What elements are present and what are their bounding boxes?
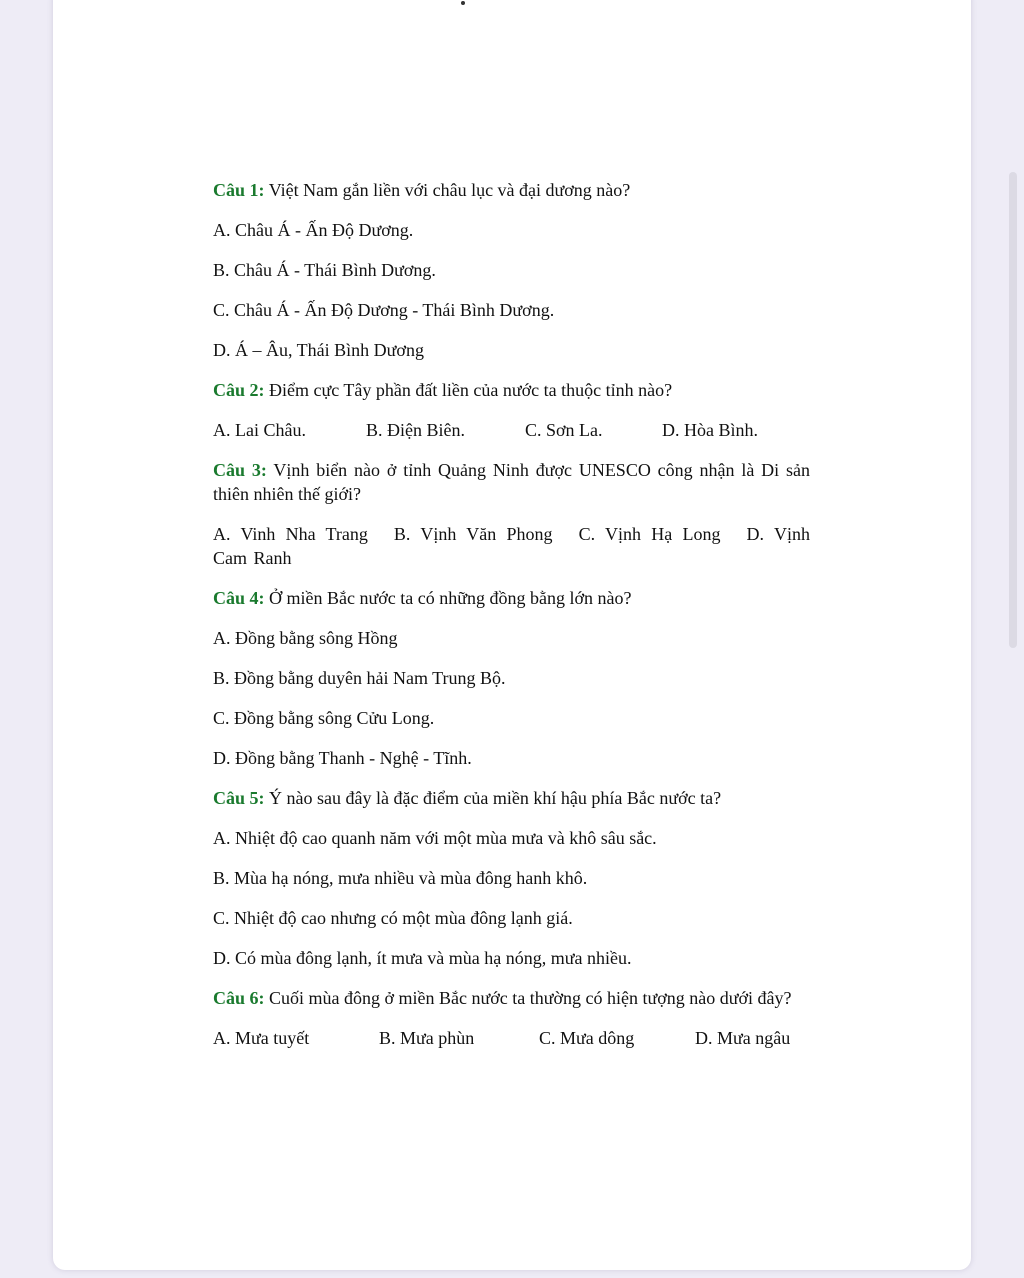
question-text: Ở miền Bắc nước ta có những đồng bằng lớn nào? bbox=[264, 588, 632, 608]
question-label: Câu 4: bbox=[213, 588, 265, 608]
option-d: D. Mưa ngâu bbox=[695, 1028, 791, 1048]
option-b: B. Điện Biên. bbox=[366, 420, 465, 440]
question-text: Vịnh biển nào ở tỉnh Quảng Ninh được UNESCO công nhận là Di sản thiên nhiên thế giới? bbox=[213, 460, 810, 504]
option-d: D. Có mùa đông lạnh, ít mưa và mùa hạ nóng, mưa nhiều. bbox=[213, 948, 632, 968]
option-c: C. Vịnh Hạ Long bbox=[578, 524, 721, 544]
option-c: C. Đồng bằng sông Cửu Long. bbox=[213, 708, 435, 728]
page-indicator-dot bbox=[461, 1, 465, 5]
question-label: Câu 3: bbox=[213, 460, 267, 480]
question-text: Ý nào sau đây là đặc điểm của miền khí hậu phía Bắc nước ta? bbox=[264, 788, 722, 808]
option-d: D. Đồng bằng Thanh - Nghệ - Tĩnh. bbox=[213, 748, 472, 768]
question-4 bbox=[213, 586, 810, 610]
option-b: B. Vịnh Văn Phong bbox=[393, 524, 553, 544]
question-text: Cuối mùa đông ở miền Bắc nước ta thường có hiện tượng nào dưới đây? bbox=[264, 988, 792, 1008]
option-d: D. Vịnh Cam Ranh bbox=[213, 524, 810, 568]
option-c: C. Sơn La. bbox=[525, 420, 603, 440]
option-c: C. Châu Á - Ấn Độ Dương - Thái Bình Dương. bbox=[213, 300, 555, 320]
option-b: B. Châu Á - Thái Bình Dương. bbox=[213, 260, 436, 280]
options-row bbox=[213, 522, 810, 570]
question-text: Điểm cực Tây phần đất liền của nước ta thuộc tỉnh nào? bbox=[264, 380, 673, 400]
option-b: B. Mưa phùn bbox=[379, 1028, 475, 1048]
option-a: A. Châu Á - Ấn Độ Dương. bbox=[213, 220, 414, 240]
option-a: A. Nhiệt độ cao quanh năm với một mùa mưa và khô sâu sắc. bbox=[213, 828, 657, 848]
question-2 bbox=[213, 378, 810, 402]
options-row bbox=[213, 418, 810, 442]
question-1 bbox=[213, 178, 810, 202]
question-5 bbox=[213, 786, 810, 810]
option-b: B. Mùa hạ nóng, mưa nhiều và mùa đông hanh khô. bbox=[213, 868, 588, 888]
question-6 bbox=[213, 986, 810, 1010]
quiz-content bbox=[213, 178, 810, 1066]
options-row bbox=[213, 1026, 810, 1050]
option-a: A. Lai Châu. bbox=[213, 420, 306, 440]
option-d: D. Hòa Bình. bbox=[662, 420, 758, 440]
option-a: A. Vinh Nha Trang bbox=[213, 524, 368, 544]
option-a: A. Đồng bằng sông Hồng bbox=[213, 628, 398, 648]
question-label: Câu 6: bbox=[213, 988, 265, 1008]
option-b: B. Đồng bằng duyên hải Nam Trung Bộ. bbox=[213, 668, 506, 688]
question-3 bbox=[213, 458, 810, 506]
option-c: C. Mưa dông bbox=[539, 1028, 635, 1048]
question-text: Việt Nam gắn liền với châu lục và đại dương nào? bbox=[264, 180, 631, 200]
option-c: C. Nhiệt độ cao nhưng có một mùa đông lạnh giá. bbox=[213, 908, 573, 928]
question-label: Câu 2: bbox=[213, 380, 265, 400]
option-d: D. Á – Âu, Thái Bình Dương bbox=[213, 340, 424, 360]
question-label: Câu 5: bbox=[213, 788, 265, 808]
question-label: Câu 1: bbox=[213, 180, 265, 200]
scrollbar[interactable] bbox=[1009, 172, 1017, 648]
option-a: A. Mưa tuyết bbox=[213, 1028, 310, 1048]
